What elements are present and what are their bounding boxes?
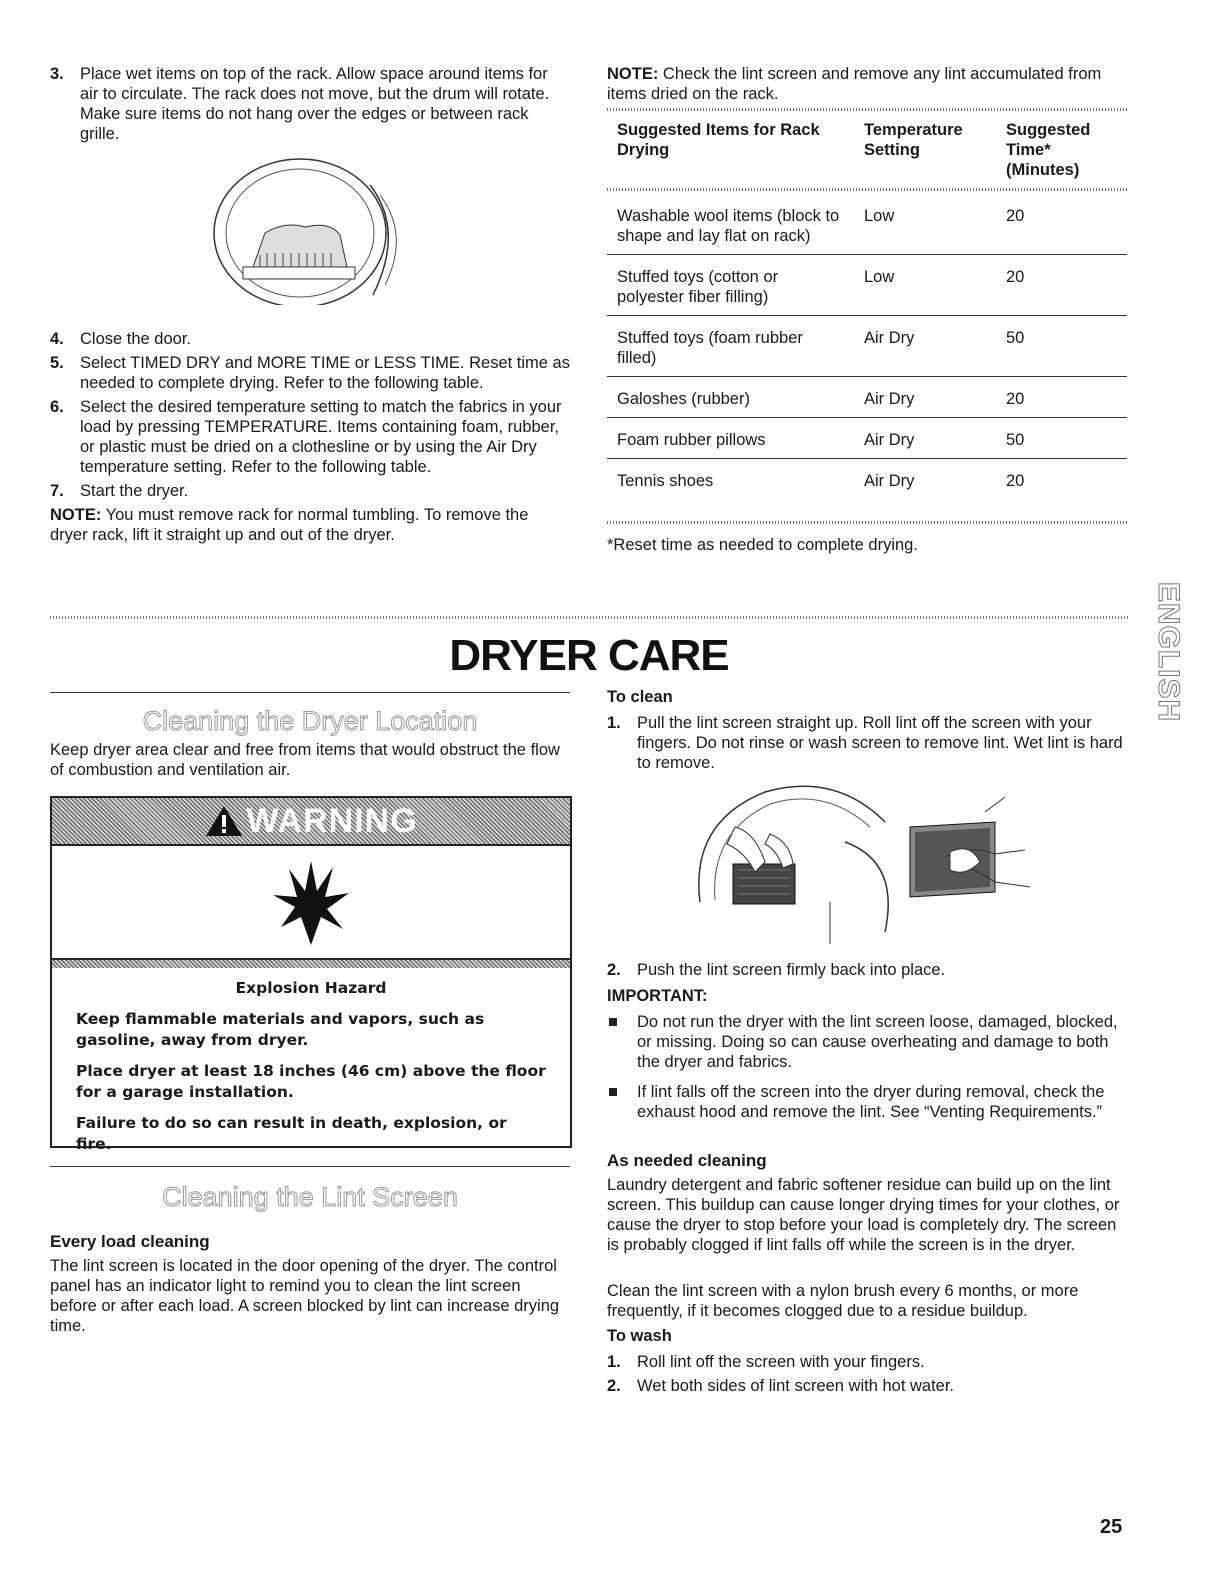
list-item: Do not run the dryer with the lint screen loose, damaged, blocked, or missing. Doing so can cause overheating and damage to both the dryer and fabrics. [607,1012,1127,1072]
table-cell: 50 [996,316,1127,377]
table-row [607,418,1127,459]
step-number: 1. [607,1353,621,1371]
rack-note [50,505,570,545]
list-item [607,713,1127,773]
step-number: 4. [50,330,64,348]
table-row [607,377,1127,418]
table-cell: 20 [1006,472,1025,490]
table-cell: Stuffed toys (cotton or polyester fiber filling) [607,255,854,316]
table-cell: Galoshes (rubber) [607,377,854,418]
as-needed-heading: As needed cleaning [607,1151,767,1170]
section-rule [50,616,1128,619]
location-rule [50,692,570,693]
header-items: Suggested Items for Rack Drying [617,121,820,159]
lint-heading: Cleaning the Lint Screen [162,1182,458,1212]
page-number: 25 [1100,1516,1123,1538]
hazard-line: Place dryer at least 18 inches (46 cm) above the floor for a garage installation. [76,1062,546,1101]
step-text: Select the desired temperature setting to match the fabrics in your load by pressing TEMPERATURE. Items containing foam, rubber, or plastic must be dried on a clothesline or by using the Air Dry temperature setting. Refer to the following table. [80,398,562,476]
rack-drying-table [607,120,1127,499]
to-clean-heading: To clean [607,688,673,706]
table-cell: Low [854,194,996,255]
location-text: Keep dryer area clear and free from items that would obstruct the flow of combustion and ventilation air. [50,741,560,779]
table-header-rule [607,188,1127,191]
step-6 [50,397,570,477]
note-label: NOTE: [50,506,102,524]
step-text: Push the lint screen firmly back into place. [637,961,946,979]
step-number: 6. [50,398,64,416]
table-cell: 20 [996,377,1127,418]
explosion-icon [271,857,351,947]
table-row [607,194,1127,255]
table-top-rule [607,108,1127,111]
table-cell: Air Dry [864,472,915,490]
step-number: 2. [607,1377,621,1395]
header-temperature: Temperature Setting [864,121,963,159]
as-needed-paragraph-2: Clean the lint screen with a nylon brush every 6 months, or more frequently, if it becomes clogged due to a residue buildup. [607,1282,1079,1320]
hazard-title: Explosion Hazard [235,979,387,997]
note-text: You must remove rack for normal tumbling. To remove the dryer rack, lift it straight up and out of the dryer. [50,506,529,544]
step-text: Start the dryer. [80,482,189,500]
wash-steps [607,1352,1127,1400]
header-time: Suggested Time* (Minutes) [1006,121,1091,179]
important-bullets [607,1012,1127,1132]
list-item [607,1352,1127,1372]
step-text: Select TIMED DRY and MORE TIME or LESS TIME. Reset time as needed to complete drying. Refer to the following table. [80,354,570,392]
clean-step-1 [607,713,1127,777]
top-left-column [50,64,570,148]
list-item [607,1376,1127,1396]
warning-box [50,796,572,1153]
every-load-heading: Every load cleaning [50,1232,210,1251]
warning-triangle-icon [204,804,244,838]
table-cell: Air Dry [854,316,996,377]
warning-symbol-area [52,844,570,958]
table-cell: 20 [996,194,1127,255]
top-left-steps [50,329,570,545]
note-text: Check the lint screen and remove any lint accumulated from items dried on the rack. [607,65,1102,103]
step-7 [50,481,570,501]
table-row [607,459,1127,500]
step-text: Pull the lint screen straight up. Roll lint off the screen with your fingers. Do not rinse or wash screen to remove lint. Wet lint is hard to remove. [637,714,1123,772]
step-number: 5. [50,354,64,372]
side-tab-label: ENGLISH [1152,581,1185,723]
table-cell: Foam rubber pillows [607,418,854,459]
table-cell: Stuffed toys (foam rubber filled) [607,316,854,377]
warning-header [52,798,570,844]
step-number: 3. [50,65,64,83]
table-row [607,316,1127,377]
to-wash-heading: To wash [607,1327,672,1345]
every-load-text: The lint screen is located in the door opening of the dryer. The control panel has an indicator light to remind you to clean the lint screen before or after each load. A screen blocked by lint can increase drying time. [50,1257,560,1335]
warning-text-area [52,968,570,1155]
hazard-line: Keep flammable materials and vapors, such as gasoline, away from dryer. [76,1010,485,1049]
table-cell: Air Dry [854,418,996,459]
step-number: 7. [50,482,64,500]
table-cell: 50 [996,418,1127,459]
table-cell: Low [854,255,996,316]
table-header-row [607,120,1127,180]
section-title: DRYER CARE [449,631,729,680]
table-bottom-rule [607,521,1127,524]
step-number: 1. [607,714,621,732]
table-footnote: *Reset time as needed to complete drying. [607,536,918,554]
table-cell: Washable wool items (block to shape and lay flat on rack) [607,194,854,255]
important-label: IMPORTANT: [607,987,708,1005]
step-text: Roll lint off the screen with your fingers. [637,1353,925,1371]
step-5 [50,353,570,393]
language-side-tab [1150,560,1186,760]
hazard-line: Failure to do so can result in death, explosion, or fire. [76,1114,507,1153]
step-text: Close the door. [80,330,191,348]
step-text: Wet both sides of lint screen with hot water. [637,1377,955,1395]
note-label: NOTE: [607,65,659,83]
dryer-rack-illustration [205,155,415,305]
warning-divider [52,958,570,968]
location-heading: Cleaning the Dryer Location [142,706,478,736]
list-item: If lint falls off the screen into the dryer during removal, check the exhaust hood and remove the lint. See “Venting Requirements.” [607,1082,1127,1122]
lint-screen-illustration [695,782,1045,947]
warning-title: WARNING [246,802,418,840]
clean-step-2 [607,960,1127,984]
list-item [607,960,1127,980]
step-text: Place wet items on top of the rack. Allow space around items for air to circulate. The rack does not move, but the drum will rotate. Make sure items do not hang over the edges or between rack grille. [80,65,550,143]
table-row [607,255,1127,316]
lint-note [607,64,1127,104]
table-cell: 20 [996,255,1127,316]
step-number: 2. [607,961,621,979]
table-cell: Tennis shoes [617,472,714,490]
table-cell: Air Dry [854,377,996,418]
as-needed-paragraph-1: Laundry detergent and fabric softener residue can build up on the lint screen. This buildup can cause longer drying times for your clothes, or cause the dryer to stop before your load is completely dry. The screen is probably clogged if lint falls off while the screen is in the dryer. [607,1176,1120,1254]
lint-rule [50,1166,570,1167]
step-3 [50,64,570,144]
step-4 [50,329,570,349]
